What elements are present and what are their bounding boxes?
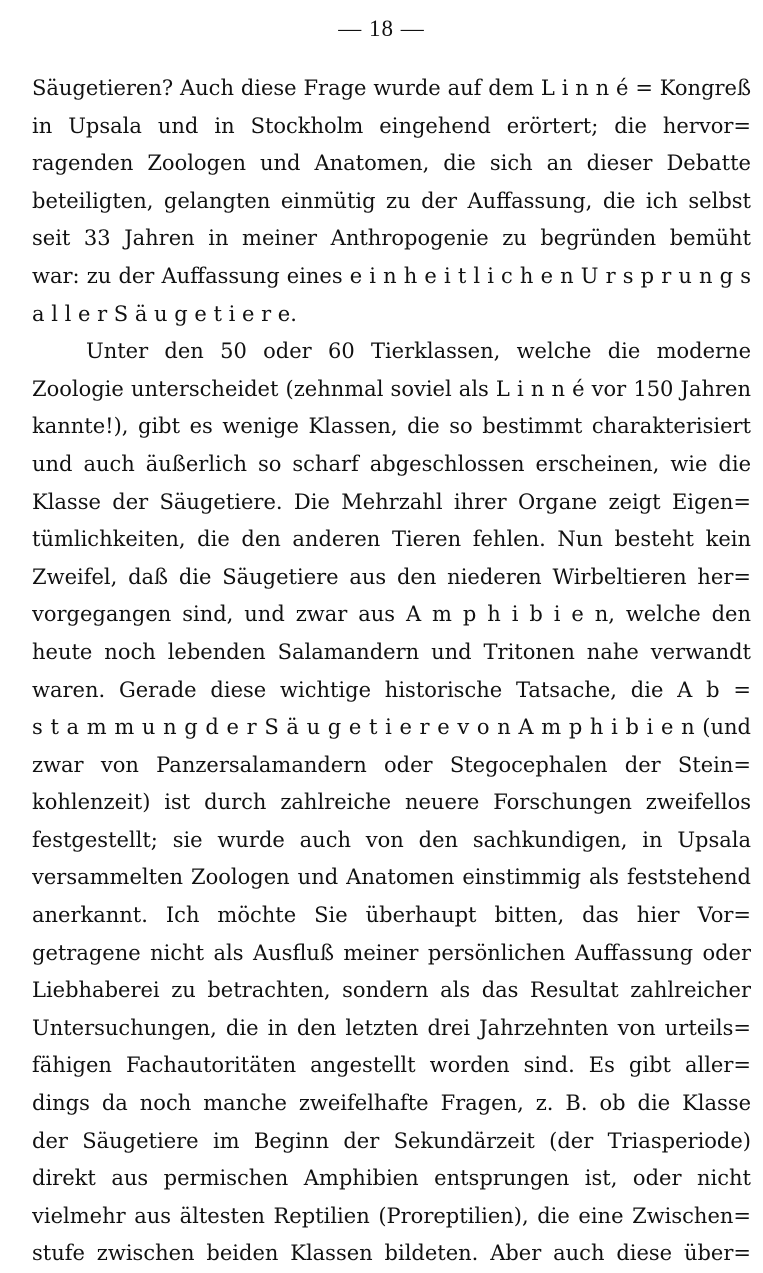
text-line: Säugetieren? Auch diese Frage wurde auf dem L i n n é = Kongreß bbox=[32, 76, 751, 100]
text-line: direkt aus permischen Amphibien entsprungen ist, oder nicht bbox=[32, 1166, 751, 1191]
text-line: Zoologie unterscheidet (zehnmal soviel als L i n n é vor 150 Jahren bbox=[32, 376, 751, 401]
text-line: Zweifel, daß die Säugetiere aus den niederen Wirbeltieren her= bbox=[32, 564, 751, 589]
text-line: kannte!), gibt es wenige Klassen, die so bestimmt charakterisiert bbox=[32, 414, 751, 439]
text-line: fähigen Fachautoritäten angestellt worden sind. Es gibt aller= bbox=[32, 1053, 751, 1078]
text-line: s t a m m u n g d e r S ä u g e t i e r e v o n A m p h i b i e n (und bbox=[32, 715, 751, 740]
text-line: in Upsala und in Stockholm eingehend erörtert; die hervor= bbox=[32, 113, 751, 138]
text-line: war: zu der Auffassung eines e i n h e i t l i c h e n U r s p r u n g s bbox=[32, 263, 751, 288]
text-line: dings da noch manche zweifelhafte Fragen, z. B. ob die Klasse bbox=[32, 1091, 751, 1116]
text-line: versammelten Zoologen und Anatomen einstimmig als feststehend bbox=[32, 865, 751, 890]
text-line: Untersuchungen, die in den letzten drei Jahrzehnten von urteils= bbox=[32, 1015, 751, 1040]
text-line: Liebhaberei zu betrachten, sondern als das Resultat zahlreicher bbox=[32, 978, 751, 1003]
text-line: a l l e r S ä u g e t i e r e. bbox=[32, 301, 297, 326]
text-line: ragenden Zoologen und Anatomen, die sich an dieser Debatte bbox=[32, 151, 751, 176]
text-line: und auch äußerlich so scharf abgeschlossen erscheinen, wie die bbox=[32, 451, 751, 476]
text-line: waren. Gerade diese wichtige historische Tatsache, die A b = bbox=[32, 677, 751, 702]
text-line: getragene nicht als Ausfluß meiner persönlichen Auffassung oder bbox=[32, 940, 751, 965]
text-line: stufe zwischen beiden Klassen bildeten. Aber auch diese über= bbox=[32, 1241, 751, 1266]
text-line: Unter den 50 oder 60 Tierklassen, welche die moderne bbox=[86, 339, 751, 364]
text-line: anerkannt. Ich möchte Sie überhaupt bitten, das hier Vor= bbox=[32, 903, 751, 928]
text-line: vorgegangen sind, und zwar aus A m p h i b i e n, welche den bbox=[32, 602, 751, 627]
text-line: vielmehr aus ältesten Reptilien (Proreptilien), die eine Zwischen= bbox=[32, 1203, 751, 1228]
text-line: beteiligten, gelangten einmütig zu der Auffassung, die ich selbst bbox=[32, 188, 751, 213]
text-line: Klasse der Säugetiere. Die Mehrzahl ihrer Organe zeigt Eigen= bbox=[32, 489, 751, 514]
text-line: festgestellt; sie wurde auch von den sachkundigen, in Upsala bbox=[32, 827, 751, 852]
page-number: — 18 — bbox=[338, 16, 425, 41]
text-line: kohlenzeit) ist durch zahlreiche neuere Forschungen zweifellos bbox=[32, 790, 751, 815]
text-line: seit 33 Jahren in meiner Anthropogenie zu begründen bemüht bbox=[32, 226, 751, 251]
text-line: heute noch lebenden Salamandern und Tritonen nahe verwandt bbox=[32, 639, 751, 664]
text-line: tümlichkeiten, die den anderen Tieren fehlen. Nun besteht kein bbox=[32, 527, 751, 552]
body-text bbox=[32, 70, 751, 1273]
text-line: der Säugetiere im Beginn der Sekundärzeit (der Triasperiode) bbox=[32, 1128, 751, 1153]
text-line: zwar von Panzersalamandern oder Stegocephalen der Stein= bbox=[32, 752, 751, 777]
